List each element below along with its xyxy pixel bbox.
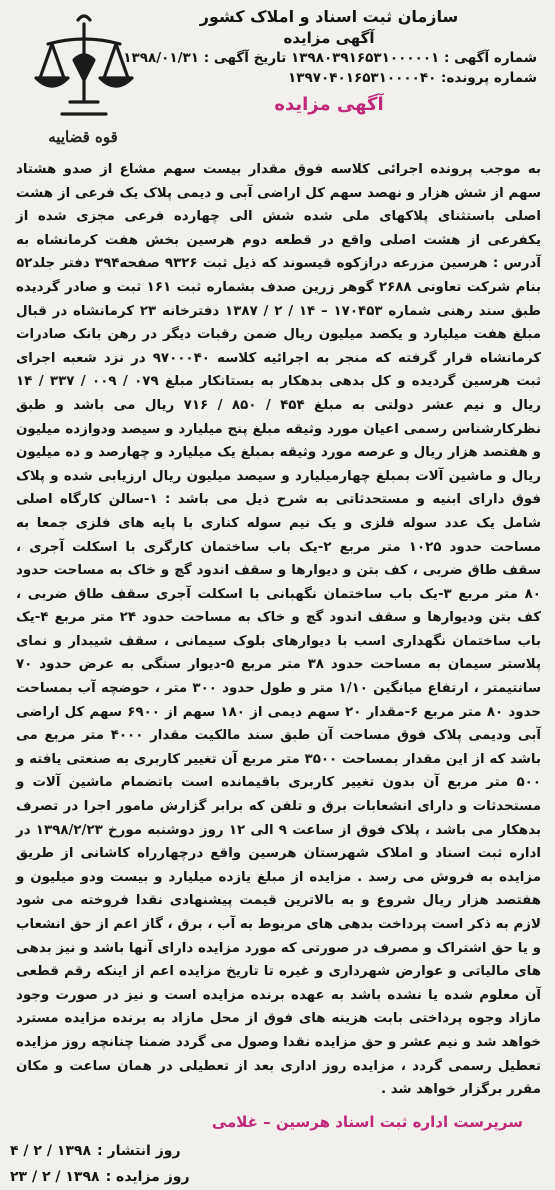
case-number-line: شماره پرونده: ۱۳۹۷۰۴۰۱۶۵۳۱۰۰۰۰۴۰ — [288, 70, 537, 86]
notice-title: آگهی مزایده — [274, 94, 384, 115]
auction-date-value: ۱۳۹۸ / ۲ / ۲۳ — [10, 1168, 100, 1185]
publish-date-value: ۱۳۹۸ / ۲ / ۴ — [10, 1142, 92, 1159]
publish-date-line — [10, 1138, 539, 1164]
emblem-caption: قوه قضاییه — [48, 128, 118, 146]
auction-date-label: روز مزایده : — [105, 1168, 190, 1185]
organization-name: سازمان ثبت اسناد و املاک کشور — [199, 7, 459, 26]
notice-body: به موجب پرونده اجرائی کلاسه فوق مقدار بیست سهم مشاع از صدو هشتاد سهم از شش هزار و نهصد سهم کل اراضی آبی و دیمی پلاک یک فرعی از هشت اصلی باستثنای پلاکهای ملی شده شش الی چهارده فرعی مجزی شده از یکفرعی از هشت اصلی واقع در قطعه دوم هرسین بخش هفت کرمانشاه به آدرس : هرسین مزرعه درازکوه قیسوند که ذیل ثبت ۹۳۲۶ صفحه۳۹۴ دفتر جلد۵۲ بنام شرکت تعاونی ۲۶۸۸ گوهر زرین صدف بشماره ثبت ۱۶۱ ثبت و صادر گردیده طبق سند رهنی شماره ۱۷۰۴۵۳ – ۱۴ / ۲ / ۱۳۸۷ دفترخانه ۲۳ کرمانشاه در قبال مبلغ هفت میلیارد و یکصد میلیون ریال ضمن رقبات دیگر در رهن بانک صادرات کرمانشاه قرار گرفته که منجر به اجرائیه کلاسه ۹۷۰۰۰۴۰ در نزد شعبه اجرای ثبت هرسین گردیده و کل بدهی بدهکار به بستانکار مبلغ ۰۷۹ / ۰۰۹ / ۳۳۷ / ۱۴ ریال و نیم عشر دولتی به مبلغ ۴۵۴ / ۸۵۰ / ۷۱۶ ریال می باشد و طبق نظرکارشناس رسمی اعیان مورد وثیقه مبلغ پنج میلیارد و سیصد ودوازده میلیون و هفتصد هزار ریال و عرصه مورد وثیقه بمبلغ یک میلیارد و چهارصد و ده میلیون ریال و ماشین آلات بمبلغ چهارمیلیارد و سیصد میلیون ریال ارزیابی شده و پلاک فوق دارای ابنیه و مستحدثاتی به شرح ذیل می باشد : ۱-سالن کارگاه اصلی شامل یک عدد سوله فلزی و یک نیم سوله کناری با پایه های فلزی جمعا به مساحت حدود ۱۰۲۵ متر مربع ۲-یک باب ساختمان کارگری با اسکلت آجری ، سقف طاق ضربی ، کف بتن و دیوارها و سقف اندود گچ و خاک به مساحت حدود ۸۰ متر مربع ۳-یک باب ساختمان نگهبانی با اسکلت آجری سقف طاق ضربی ، کف بتن ودیوارها و سقف اندود گچ و خاک به مساحت حدود ۲۴ متر مربع ۴-یک باب ساختمان نگهداری اسب با دیوارهای بلوک سیمانی ، سقف شیبدار و نمای پلاستر سیمان به مساحت حدود ۳۸ متر مربع ۵-دیوار سنگی به عرض حدود ۷۰ سانتیمتر ، ارتفاع میانگین ۱/۱۰ متر و طول حدود ۳۰۰ متر ، حوضچه آب بمساحت حدود ۸۰ متر مربع ۶-مقدار ۲۰ سهم دیمی از ۱۸۰ سهم از ۶۹۰۰ سهم کل اراضی آبی ودیمی پلاک فوق مساحت آن طبق سند مالکیت مقدار ۴۰۰۰ متر مربع می باشد که از این مقدار بمساحت ۳۵۰۰ متر مربع آن تغییر کاربری به صنعتی یافته و ۵۰۰ متر مربع آن بدون تغییر کاربری باقیمانده است باتضمام ماشین آلات و مستحدثات و دارای انشعابات برق و تلفن که برابر گزارش مامور اجرا در تصرف بدهکار می باشد ، پلاک فوق از ساعت ۹ الی ۱۲ روز دوشنبه مورخ ۱۳۹۸/۲/۲۳ در اداره ثبت اسناد و املاک شهرستان هرسین واقع درچهارراه کاشانی از طریق مزایده به فروش می رسد . مزایده از مبلغ یازده میلیارد و بیست ودو میلیون و هفتصد هزار ریال شروع و به بالاترین قیمت پیشنهادی نقدا فروخته می شود لازم به ذکر است پرداخت بدهی های مربوط به آب ، برق ، گاز اعم از حق انشعاب و یا حق اشتراک و مصرف در صورتی که مورد مزایده دارای آنها باشد و نیز بدهی های مالیاتی و عوارض شهرداری و غیره تا تاریخ مزایده اعم از اینکه رقم قطعی آن معلوم شده یا نشده باشد به عهده برنده مزایده است و نیز در صورت وجود مازاد وجوه پرداختی بابت هزینه های فوق از محل مازاد به برنده مزایده مسترد خواهد شد و نیم عشر و حق مزایده نقدا وصول می گردد ضمنا چنانچه روز مزایده تعطیل رسمی گردد ، مزایده روز اداری بعد از تعطیلی در همان ساعت و مکان مقرر برگزار خواهد شد . — [16, 162, 542, 1098]
auction-date-line — [10, 1164, 539, 1190]
notice-number-line: شماره آگهی : ۱۳۹۸۰۳۹۱۶۵۳۱۰۰۰۰۰۱ تاریخ آگهی : ۱۳۹۸/۰۱/۳۱ — [123, 50, 537, 66]
signature-line: سرپرست اداره ثبت اسناد هرسین – غلامی — [211, 1112, 523, 1131]
notice-type: آگهی مزایده — [283, 29, 375, 47]
header-text — [119, 6, 539, 118]
publish-date-label: روز انتشار : — [97, 1142, 181, 1159]
dates-block — [10, 1138, 539, 1190]
notice-header — [10, 6, 545, 156]
